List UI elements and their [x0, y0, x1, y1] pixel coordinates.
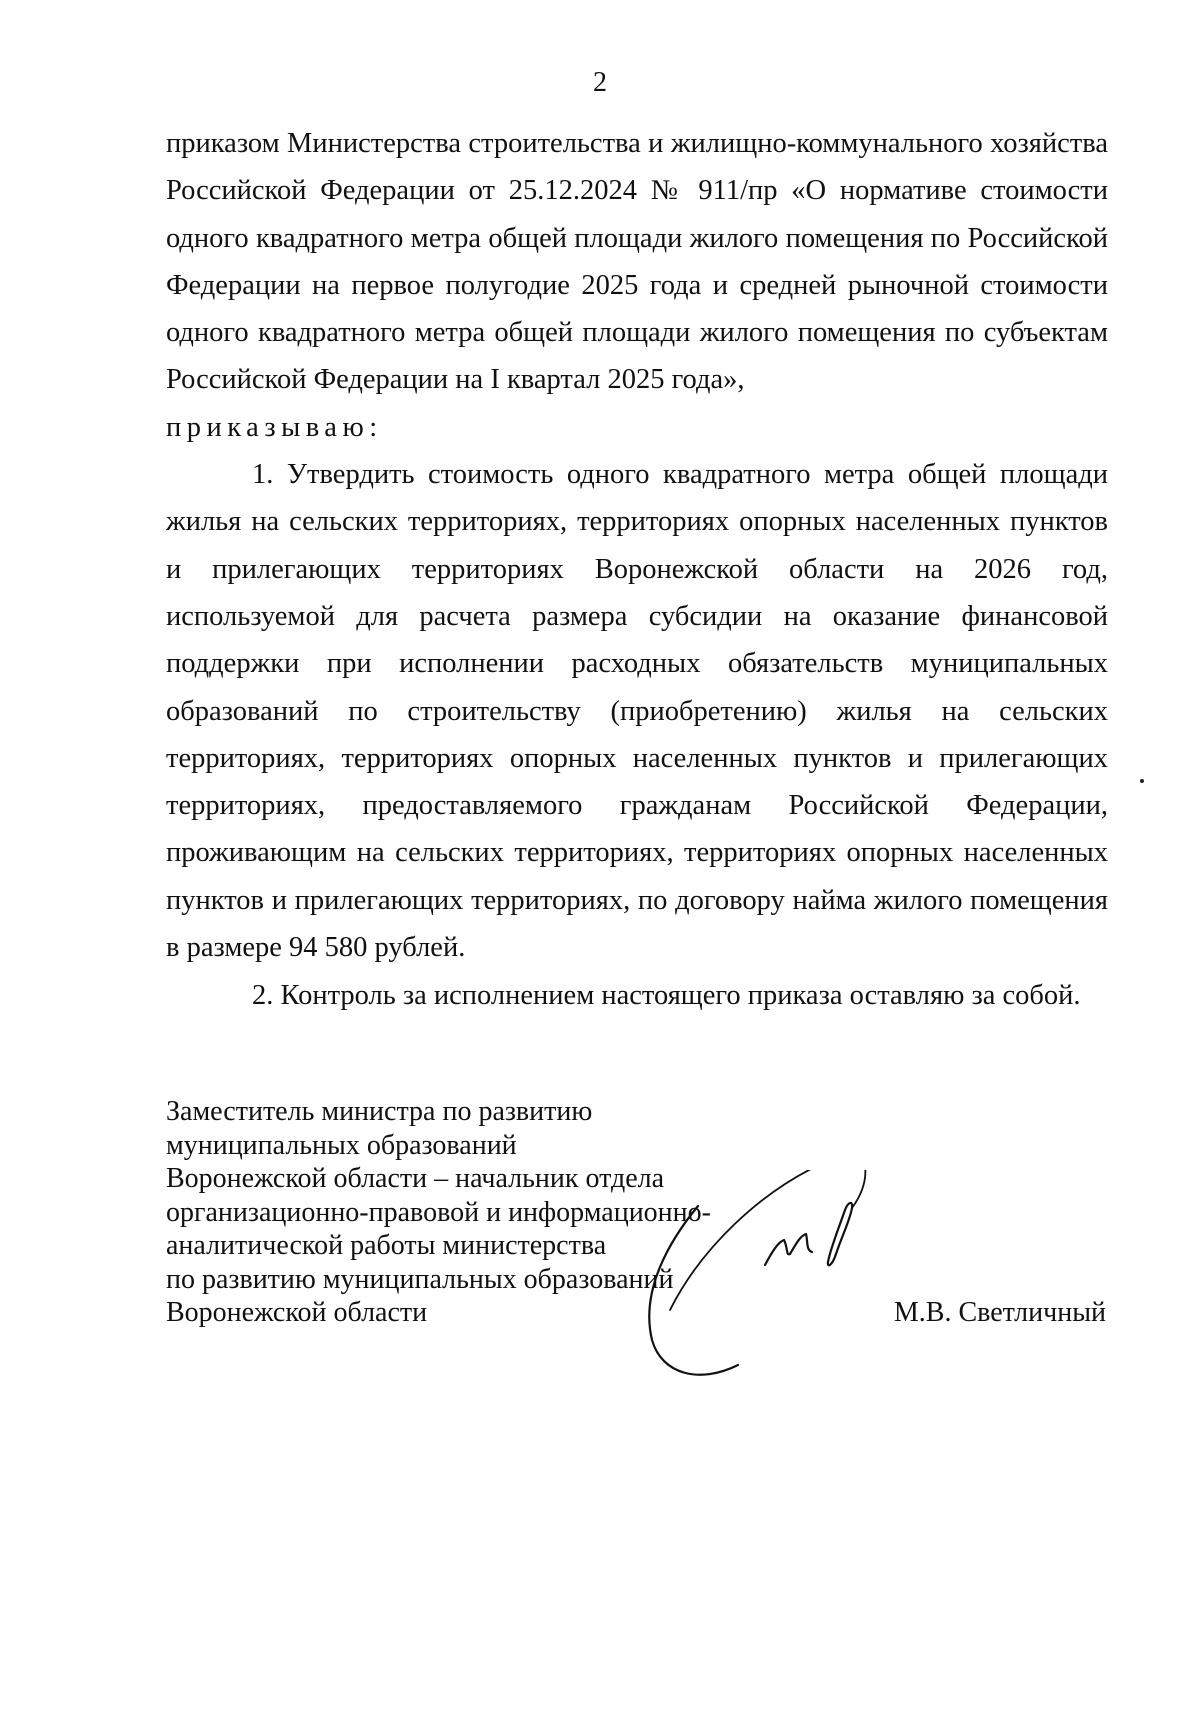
signatory-position-line: муниципальных образований [166, 1129, 517, 1161]
signatory-position-line: организационно-правовой и информационно- [166, 1196, 711, 1228]
signatory-name: М.В. Светличный [893, 1297, 1106, 1328]
signatory-position-line: по развитию муниципальных образований [166, 1263, 674, 1295]
signatory-position-line: аналитической работы министерства [166, 1230, 607, 1261]
signatory-position-line: Воронежской области – начальник отдела [166, 1163, 665, 1194]
signatory-position-line: Воронежской области [166, 1297, 428, 1328]
handwritten-signature [640, 1170, 900, 1410]
signature-block [166, 1095, 1106, 1330]
signatory-position-line: Заместитель министра по развитию [166, 1096, 593, 1127]
page-number: 2 [593, 67, 607, 98]
order-word: приказываю: [166, 411, 383, 443]
order-item-1: 1. Утвердить стоимость одного квадратного метра общей площади жилья на сельских территориях, территориях опорных населенных пунктов и прилегающих территориях Воронежской области на 2026 год, используемой для расчета размера субсидии на оказание финансовой поддержки при исполнении расходных обязательств муниципальных образований по строительству (приобретению) жилья на сельских территориях, территориях опорных населенных пунктов и прилегающих территориях, предоставляемого гражданам Российской Федерации, проживающим на сельских территориях, территориях опорных населенных пунктов и прилегающих территориях, по договору найма жилого помещения в размере 94 580 рублей. [166, 459, 1108, 964]
intro-paragraph: приказом Министерства строительства и жилищно-коммунального хозяйства Российской Федерации от 25.12.2024 № 911/пр «О нормативе стоимости одного квадратного метра общей площади жилого помещения по Российской Федерации на первое полугодие 2025 года и средней рыночной стоимости одного квадратного метра общей площади жилого помещения по субъектам Российской Федерации на I квартал 2025 года», [166, 128, 1108, 396]
document-body [166, 120, 1108, 1020]
scan-artifact-dot [1140, 779, 1144, 783]
order-item-2: 2. Контроль за исполнением настоящего приказа оставляю за собой. [252, 980, 1081, 1012]
